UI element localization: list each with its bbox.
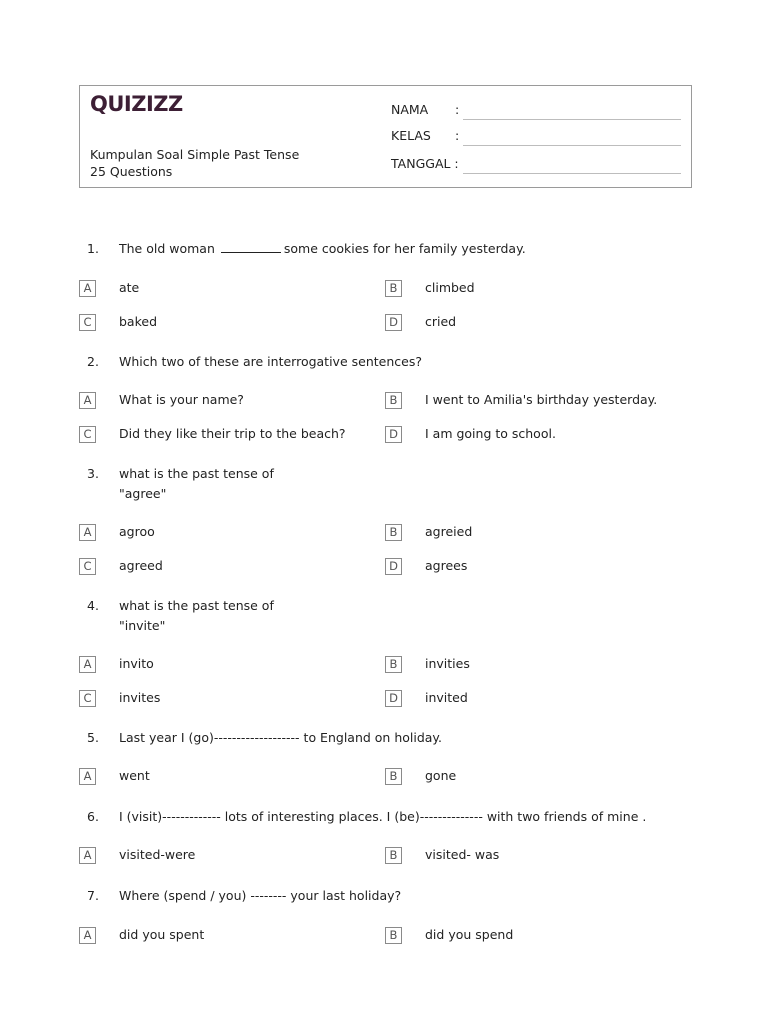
question-3-line-1: what is the past tense of [119,466,274,481]
question-1-text-before: The old woman [119,241,215,256]
question-1-text [119,239,526,259]
q7-option-a-box[interactable]: A [79,927,96,944]
question-3-text [119,464,274,504]
q1-option-c-text: baked [119,314,158,329]
question-6-text: I (visit)------------- lots of interesting places. I (be)-------------- with two friends of mine . [119,809,647,824]
q4-option-d-box[interactable]: D [385,690,402,707]
name-label: NAMA [391,102,429,117]
date-line [463,173,681,174]
question-5-number: 5. [87,730,99,745]
q5-option-a-box[interactable]: A [79,768,96,785]
worksheet-header [79,85,692,188]
q2-option-d-text: I am going to school. [425,426,556,441]
q3-option-c-box[interactable]: C [79,558,96,575]
q4-option-c-box[interactable]: C [79,690,96,707]
question-3-number: 3. [87,466,99,481]
quiz-title: Kumpulan Soal Simple Past Tense [90,147,300,162]
question-4-number: 4. [87,598,99,613]
question-1-number: 1. [87,241,99,256]
q3-option-a-text: agroo [119,524,155,539]
q7-option-b-text: did you spend [425,927,514,942]
q4-option-a-text: invito [119,656,154,671]
question-7-number: 7. [87,888,99,903]
class-line [463,145,681,146]
q2-option-a-text: What is your name? [119,392,244,407]
question-2-number: 2. [87,354,99,369]
class-field [391,128,682,146]
q2-option-c-box[interactable]: C [79,426,96,443]
q3-option-c-text: agreed [119,558,163,573]
q6-option-b-text: visited- was [425,847,500,862]
q4-option-d-text: invited [425,690,468,705]
name-field [391,102,682,120]
q2-option-b-text: I went to Amilia's birthday yesterday. [425,392,658,407]
q4-option-b-text: invities [425,656,470,671]
q3-option-d-box[interactable]: D [385,558,402,575]
q1-option-c-box[interactable]: C [79,314,96,331]
question-7-text: Where (spend / you) -------- your last holiday? [119,888,402,903]
question-1-text-after: some cookies for her family yesterday. [283,241,526,256]
q2-option-b-box[interactable]: B [385,392,402,409]
q5-option-b-text: gone [425,768,457,783]
question-1-blank [221,241,281,253]
q1-option-d-text: cried [425,314,457,329]
q4-option-b-box[interactable]: B [385,656,402,673]
q3-option-a-box[interactable]: A [79,524,96,541]
q1-option-b-box[interactable]: B [385,280,402,297]
q7-option-b-box[interactable]: B [385,927,402,944]
q5-option-b-box[interactable]: B [385,768,402,785]
question-3-line-2: "agree" [119,486,167,501]
question-6-number: 6. [87,809,99,824]
q2-option-d-box[interactable]: D [385,426,402,443]
q6-option-b-box[interactable]: B [385,847,402,864]
q6-option-a-text: visited-were [119,847,196,862]
q1-option-d-box[interactable]: D [385,314,402,331]
q3-option-b-box[interactable]: B [385,524,402,541]
date-label: TANGGAL : [391,156,459,171]
name-colon: : [455,102,460,117]
q1-option-a-box[interactable]: A [79,280,96,297]
question-4-line-1: what is the past tense of [119,598,274,613]
question-2-text: Which two of these are interrogative sentences? [119,354,422,369]
q3-option-b-text: agreied [425,524,473,539]
q4-option-a-box[interactable]: A [79,656,96,673]
q2-option-c-text: Did they like their trip to the beach? [119,426,346,441]
q5-option-a-text: went [119,768,150,783]
class-label: KELAS [391,128,431,143]
name-line [463,119,681,120]
question-5-text: Last year I (go)------------------- to England on holiday. [119,730,443,745]
q4-option-c-text: invites [119,690,161,705]
class-colon: : [455,128,460,143]
q1-option-a-text: ate [119,280,140,295]
question-4-line-2: "invite" [119,618,166,633]
question-4-text [119,596,274,636]
q7-option-a-text: did you spent [119,927,205,942]
q1-option-b-text: climbed [425,280,475,295]
question-count: 25 Questions [90,164,173,179]
date-field [391,156,682,174]
q3-option-d-text: agrees [425,558,468,573]
q6-option-a-box[interactable]: A [79,847,96,864]
quizizz-logo: QUIZIZZ [90,92,183,116]
q2-option-a-box[interactable]: A [79,392,96,409]
